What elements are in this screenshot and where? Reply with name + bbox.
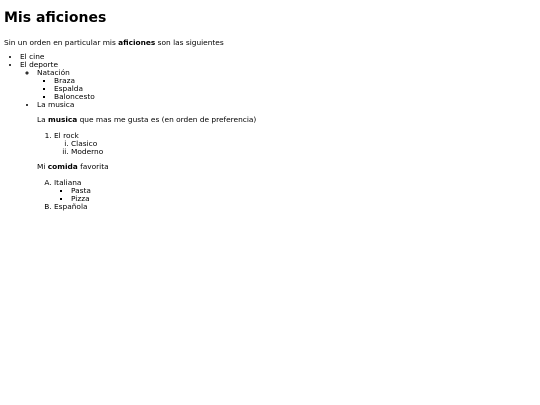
sport-swimming-label: Natación — [37, 68, 70, 77]
music-bold-word: musica — [48, 115, 78, 124]
music-genres-list — [37, 132, 536, 156]
italian-item: ▪ Pizza — [71, 195, 536, 203]
food-text-after: favorita — [77, 162, 109, 171]
intro-bold-word: aficiones — [118, 38, 156, 47]
rock-type-item: i. Clasico — [71, 140, 536, 148]
food-spanish: B. Española — [54, 203, 536, 211]
swimming-style-item: ▪ Espalda — [54, 85, 536, 93]
hobby-music-label: La musica — [37, 100, 75, 109]
food-text-before: Mi — [37, 162, 48, 171]
food-bold-word: comida — [47, 162, 78, 171]
food-italian-label: Italiana — [54, 178, 82, 187]
hobby-sport-label: El deporte — [20, 60, 59, 69]
music-sentence — [37, 116, 536, 124]
italian-items-list — [54, 187, 536, 203]
hobby-cinema: • El cine — [20, 53, 536, 61]
swimming-style-item: ▪ Baloncesto — [54, 93, 536, 101]
swimming-style-item: ▪ Braza — [54, 77, 536, 85]
intro-text-after: son las siguientes — [155, 38, 224, 47]
sport-swimming — [37, 69, 536, 101]
hobbies-list — [4, 53, 536, 211]
page-title: Mis aficiones — [4, 10, 107, 26]
swimming-styles-list — [37, 77, 536, 101]
music-list — [20, 101, 536, 211]
hobby-music — [37, 101, 536, 211]
music-text-before: La — [37, 115, 48, 124]
sport-list — [20, 69, 536, 101]
food-italian — [54, 179, 536, 203]
italian-item: ▪ Pasta — [71, 187, 536, 195]
intro-paragraph — [4, 39, 536, 47]
food-sentence — [37, 163, 536, 171]
hobby-sport — [20, 61, 536, 211]
intro-text-before: Sin un orden en particular mis — [4, 38, 119, 47]
genre-rock — [54, 132, 536, 156]
foods-list — [37, 179, 536, 211]
music-text-after: que mas me gusta es (en orden de preferencia) — [77, 115, 257, 124]
rock-type-item: ii. Moderno — [71, 148, 536, 156]
rock-types-list — [54, 140, 536, 156]
genre-rock-label: El rock — [54, 131, 79, 140]
